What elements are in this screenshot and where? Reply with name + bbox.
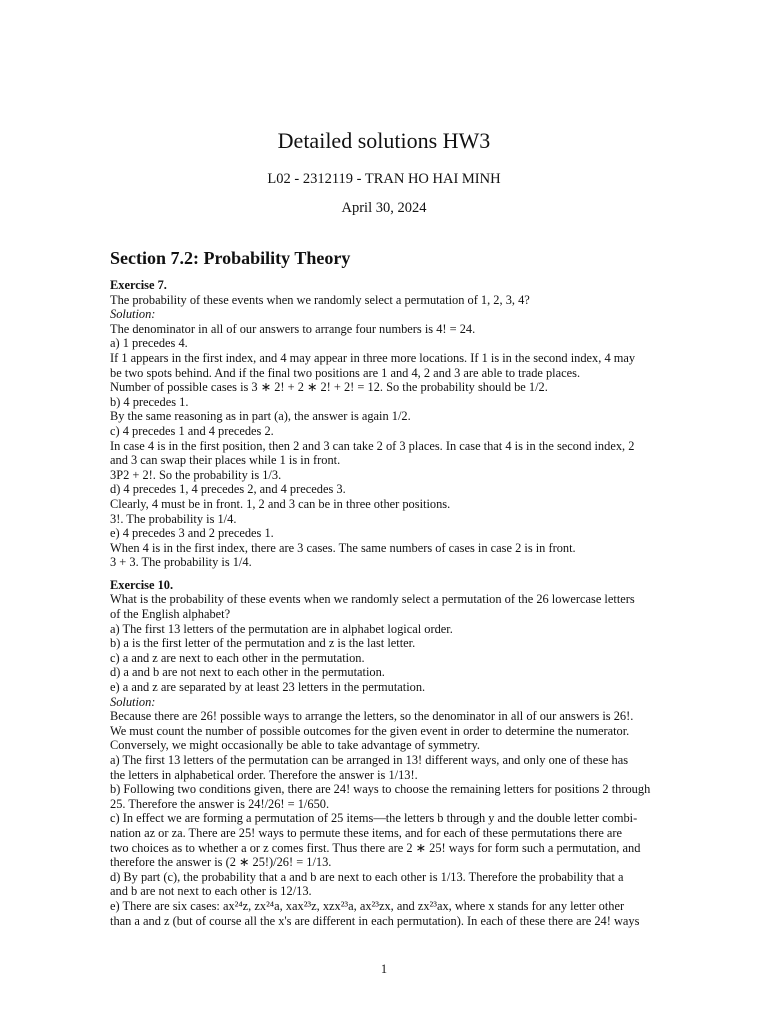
exercise-7-heading: Exercise 7.	[110, 278, 167, 292]
text-line: In case 4 is in the first position, then 2 and 3 can take 2 of 3 places. In case that 4 is in the second index, 2	[110, 438, 635, 453]
text-line: than a and z (but of course all the x's are different in each permutation). In each of these there are 24! ways	[110, 913, 640, 928]
document-body	[110, 278, 714, 928]
text-line: If 1 appears in the first index, and 4 may appear in three more locations. If 1 is in the second index, 4 may	[110, 350, 636, 365]
text-line: 3!. The probability is 1/4.	[110, 511, 237, 526]
text-line: Number of possible cases is 3 ∗ 2! + 2 ∗ 2! + 2! = 12. So the probability should be 1/2.	[110, 380, 548, 395]
text-line: b) Following two conditions given, there are 24! ways to choose the remaining letters for positions 2 through	[110, 782, 651, 797]
text-line: e) 4 precedes 3 and 2 precedes 1.	[110, 526, 274, 541]
document-date: April 30, 2024	[341, 200, 427, 216]
paragraph-gap	[110, 570, 714, 578]
page-number: 1	[380, 962, 388, 976]
text-line: d) By part (c), the probability that a and b are next to each other is 1/13. Therefore the probability that a	[110, 869, 624, 884]
text-line: The probability of these events when we randomly select a permutation of 1, 2, 3, 4?	[110, 292, 530, 307]
text-line: a) The first 13 letters of the permutation can be arranged in 13! different ways, and only one of these has	[110, 753, 629, 767]
text-line: 3 + 3. The probability is 1/4.	[110, 555, 252, 570]
text-line: Solution:	[110, 694, 156, 709]
text-line: two choices as to whether a or z comes first. Thus there are 2 ∗ 25! ways for form such a permutation, and	[110, 840, 641, 855]
text-line: We must count the number of possible outcomes for the given event in order to determine the numerator.	[110, 723, 630, 738]
section-heading: Section 7.2: Probability Theory	[110, 248, 351, 268]
text-line: c) 4 precedes 1 and 4 precedes 2.	[110, 423, 274, 438]
text-line: c) a and z are next to each other in the permutation.	[110, 650, 365, 665]
text-line: e) There are six cases: ax²⁴z, zx²⁴a, xax²³z, xzx²³a, ax²³zx, and zx²³ax, where x stands for any letter other	[110, 898, 625, 913]
text-line: nation az or za. There are 25! ways to permute these items, and for each of these permutations there are	[110, 825, 623, 840]
text-line: be two spots behind. And if the final two positions are 1 and 4, 2 and 3 are able to trade places.	[110, 365, 581, 380]
text-line: 25. Therefore the answer is 24!/26! = 1/650.	[110, 796, 330, 811]
exercise-10-text	[110, 592, 714, 928]
text-line: b) a is the first letter of the permutation and z is the last letter.	[110, 636, 416, 651]
text-line: What is the probability of these events when we randomly select a permutation of the 26 lowercase letters	[110, 592, 635, 607]
text-line: Conversely, we might occasionally be able to take advantage of symmetry.	[110, 738, 480, 753]
text-line: d) a and b are not next to each other in the permutation.	[110, 665, 385, 680]
document-title: Detailed solutions HW3	[277, 128, 491, 153]
text-line: a) The first 13 letters of the permutation are in alphabet logical order.	[110, 621, 453, 636]
text-line: Because there are 26! possible ways to arrange the letters, so the denominator in all of our answers is 26!.	[110, 709, 634, 724]
text-line: and 3 can swap their places while 1 is in front.	[110, 453, 341, 468]
text-line: By the same reasoning as in part (a), the answer is again 1/2.	[110, 409, 411, 424]
text-line: The denominator in all of our answers to arrange four numbers is 4! = 24.	[110, 321, 476, 336]
text-line: Clearly, 4 must be in front. 1, 2 and 3 can be in three other positions.	[110, 496, 451, 511]
text-line: the letters in alphabetical order. Therefore the answer is 1/13!.	[110, 767, 418, 782]
text-line: b) 4 precedes 1.	[110, 394, 189, 409]
text-line: e) a and z are separated by at least 23 letters in the permutation.	[110, 680, 426, 695]
text-line: therefore the answer is (2 ∗ 25!)/26! = 1/13.	[110, 855, 332, 870]
text-line: a) 1 precedes 4.	[110, 336, 188, 351]
text-line: of the English alphabet?	[110, 607, 231, 622]
exercise-10-heading: Exercise 10.	[110, 577, 174, 592]
author-line: L02 - 2312119 - TRAN HO HAI MINH	[267, 171, 501, 187]
text-line: 3P2 + 2!. So the probability is 1/3.	[110, 467, 282, 482]
text-line: and b are not next to each other is 12/13.	[110, 884, 312, 899]
text-line: d) 4 precedes 1, 4 precedes 2, and 4 precedes 3.	[110, 482, 346, 497]
text-line: When 4 is in the first index, there are 3 cases. The same numbers of cases in case 2 is in front.	[110, 540, 576, 555]
text-line: Solution:	[110, 307, 156, 322]
text-line: c) In effect we are forming a permutation of 25 items—the letters b through y and the double letter combi-	[110, 811, 638, 826]
exercise-7-text	[110, 293, 714, 570]
